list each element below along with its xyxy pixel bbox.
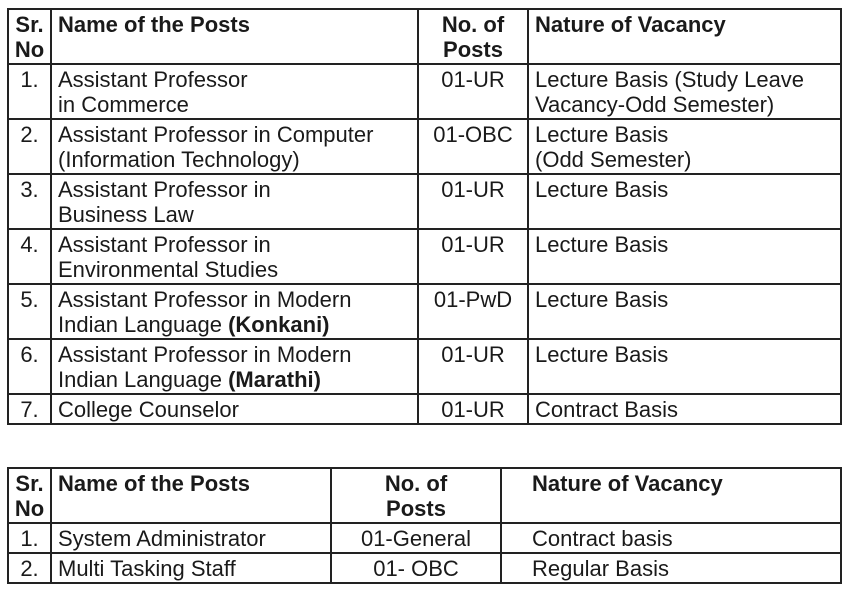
cell-sr: 3. bbox=[8, 174, 51, 229]
table-row bbox=[8, 339, 841, 394]
table-row bbox=[8, 229, 841, 284]
table-header-row bbox=[8, 468, 841, 523]
cell-no-of-posts: 01-UR bbox=[418, 339, 528, 394]
vacancy-table-non-teaching bbox=[7, 467, 842, 584]
table-row bbox=[8, 64, 841, 119]
table-row bbox=[8, 174, 841, 229]
header-nature-of-vacancy: Nature of Vacancy bbox=[501, 468, 841, 523]
cell-post-name: Assistant Professor in Modern Indian Language (Konkani) bbox=[51, 284, 418, 339]
header-post-name: Name of the Posts bbox=[51, 468, 331, 523]
cell-post-name: System Administrator bbox=[51, 523, 331, 553]
cell-nature: Regular Basis bbox=[501, 553, 841, 583]
cell-nature: Lecture Basis (Odd Semester) bbox=[528, 119, 841, 174]
table-row bbox=[8, 553, 841, 583]
cell-post-name: Assistant Professor in Computer (Information Technology) bbox=[51, 119, 418, 174]
cell-no-of-posts: 01-UR bbox=[418, 394, 528, 424]
header-sr-no: Sr. No bbox=[8, 9, 51, 64]
cell-nature: Contract Basis bbox=[528, 394, 841, 424]
header-sr-no: Sr. No bbox=[8, 468, 51, 523]
cell-no-of-posts: 01-UR bbox=[418, 229, 528, 284]
cell-nature: Contract basis bbox=[501, 523, 841, 553]
table-header-row bbox=[8, 9, 841, 64]
table-row bbox=[8, 119, 841, 174]
cell-nature: Lecture Basis bbox=[528, 339, 841, 394]
cell-no-of-posts: 01-PwD bbox=[418, 284, 528, 339]
cell-sr: 1. bbox=[8, 523, 51, 553]
cell-sr: 2. bbox=[8, 119, 51, 174]
cell-post-name: Assistant Professor in Commerce bbox=[51, 64, 418, 119]
cell-post-name: Assistant Professor in Modern Indian Language (Marathi) bbox=[51, 339, 418, 394]
cell-post-name: Multi Tasking Staff bbox=[51, 553, 331, 583]
cell-sr: 2. bbox=[8, 553, 51, 583]
cell-no-of-posts: 01-OBC bbox=[418, 119, 528, 174]
cell-nature: Lecture Basis (Study Leave Vacancy-Odd Semester) bbox=[528, 64, 841, 119]
cell-sr: 6. bbox=[8, 339, 51, 394]
cell-no-of-posts: 01-General bbox=[331, 523, 501, 553]
cell-sr: 7. bbox=[8, 394, 51, 424]
table-row bbox=[8, 284, 841, 339]
header-no-of-posts: No. of Posts bbox=[418, 9, 528, 64]
cell-post-name: College Counselor bbox=[51, 394, 418, 424]
cell-post-name: Assistant Professor in Environmental Studies bbox=[51, 229, 418, 284]
cell-nature: Lecture Basis bbox=[528, 284, 841, 339]
cell-no-of-posts: 01-UR bbox=[418, 64, 528, 119]
table-row bbox=[8, 523, 841, 553]
cell-no-of-posts: 01- OBC bbox=[331, 553, 501, 583]
cell-nature: Lecture Basis bbox=[528, 229, 841, 284]
header-nature-of-vacancy: Nature of Vacancy bbox=[528, 9, 841, 64]
language-label: (Konkani) bbox=[228, 312, 330, 337]
cell-sr: 1. bbox=[8, 64, 51, 119]
cell-sr: 4. bbox=[8, 229, 51, 284]
cell-no-of-posts: 01-UR bbox=[418, 174, 528, 229]
header-no-of-posts: No. of Posts bbox=[331, 468, 501, 523]
cell-post-name: Assistant Professor in Business Law bbox=[51, 174, 418, 229]
cell-nature: Lecture Basis bbox=[528, 174, 841, 229]
language-label: (Marathi) bbox=[228, 367, 321, 392]
header-post-name: Name of the Posts bbox=[51, 9, 418, 64]
vacancy-table-teaching bbox=[7, 8, 842, 425]
cell-sr: 5. bbox=[8, 284, 51, 339]
table-row bbox=[8, 394, 841, 424]
